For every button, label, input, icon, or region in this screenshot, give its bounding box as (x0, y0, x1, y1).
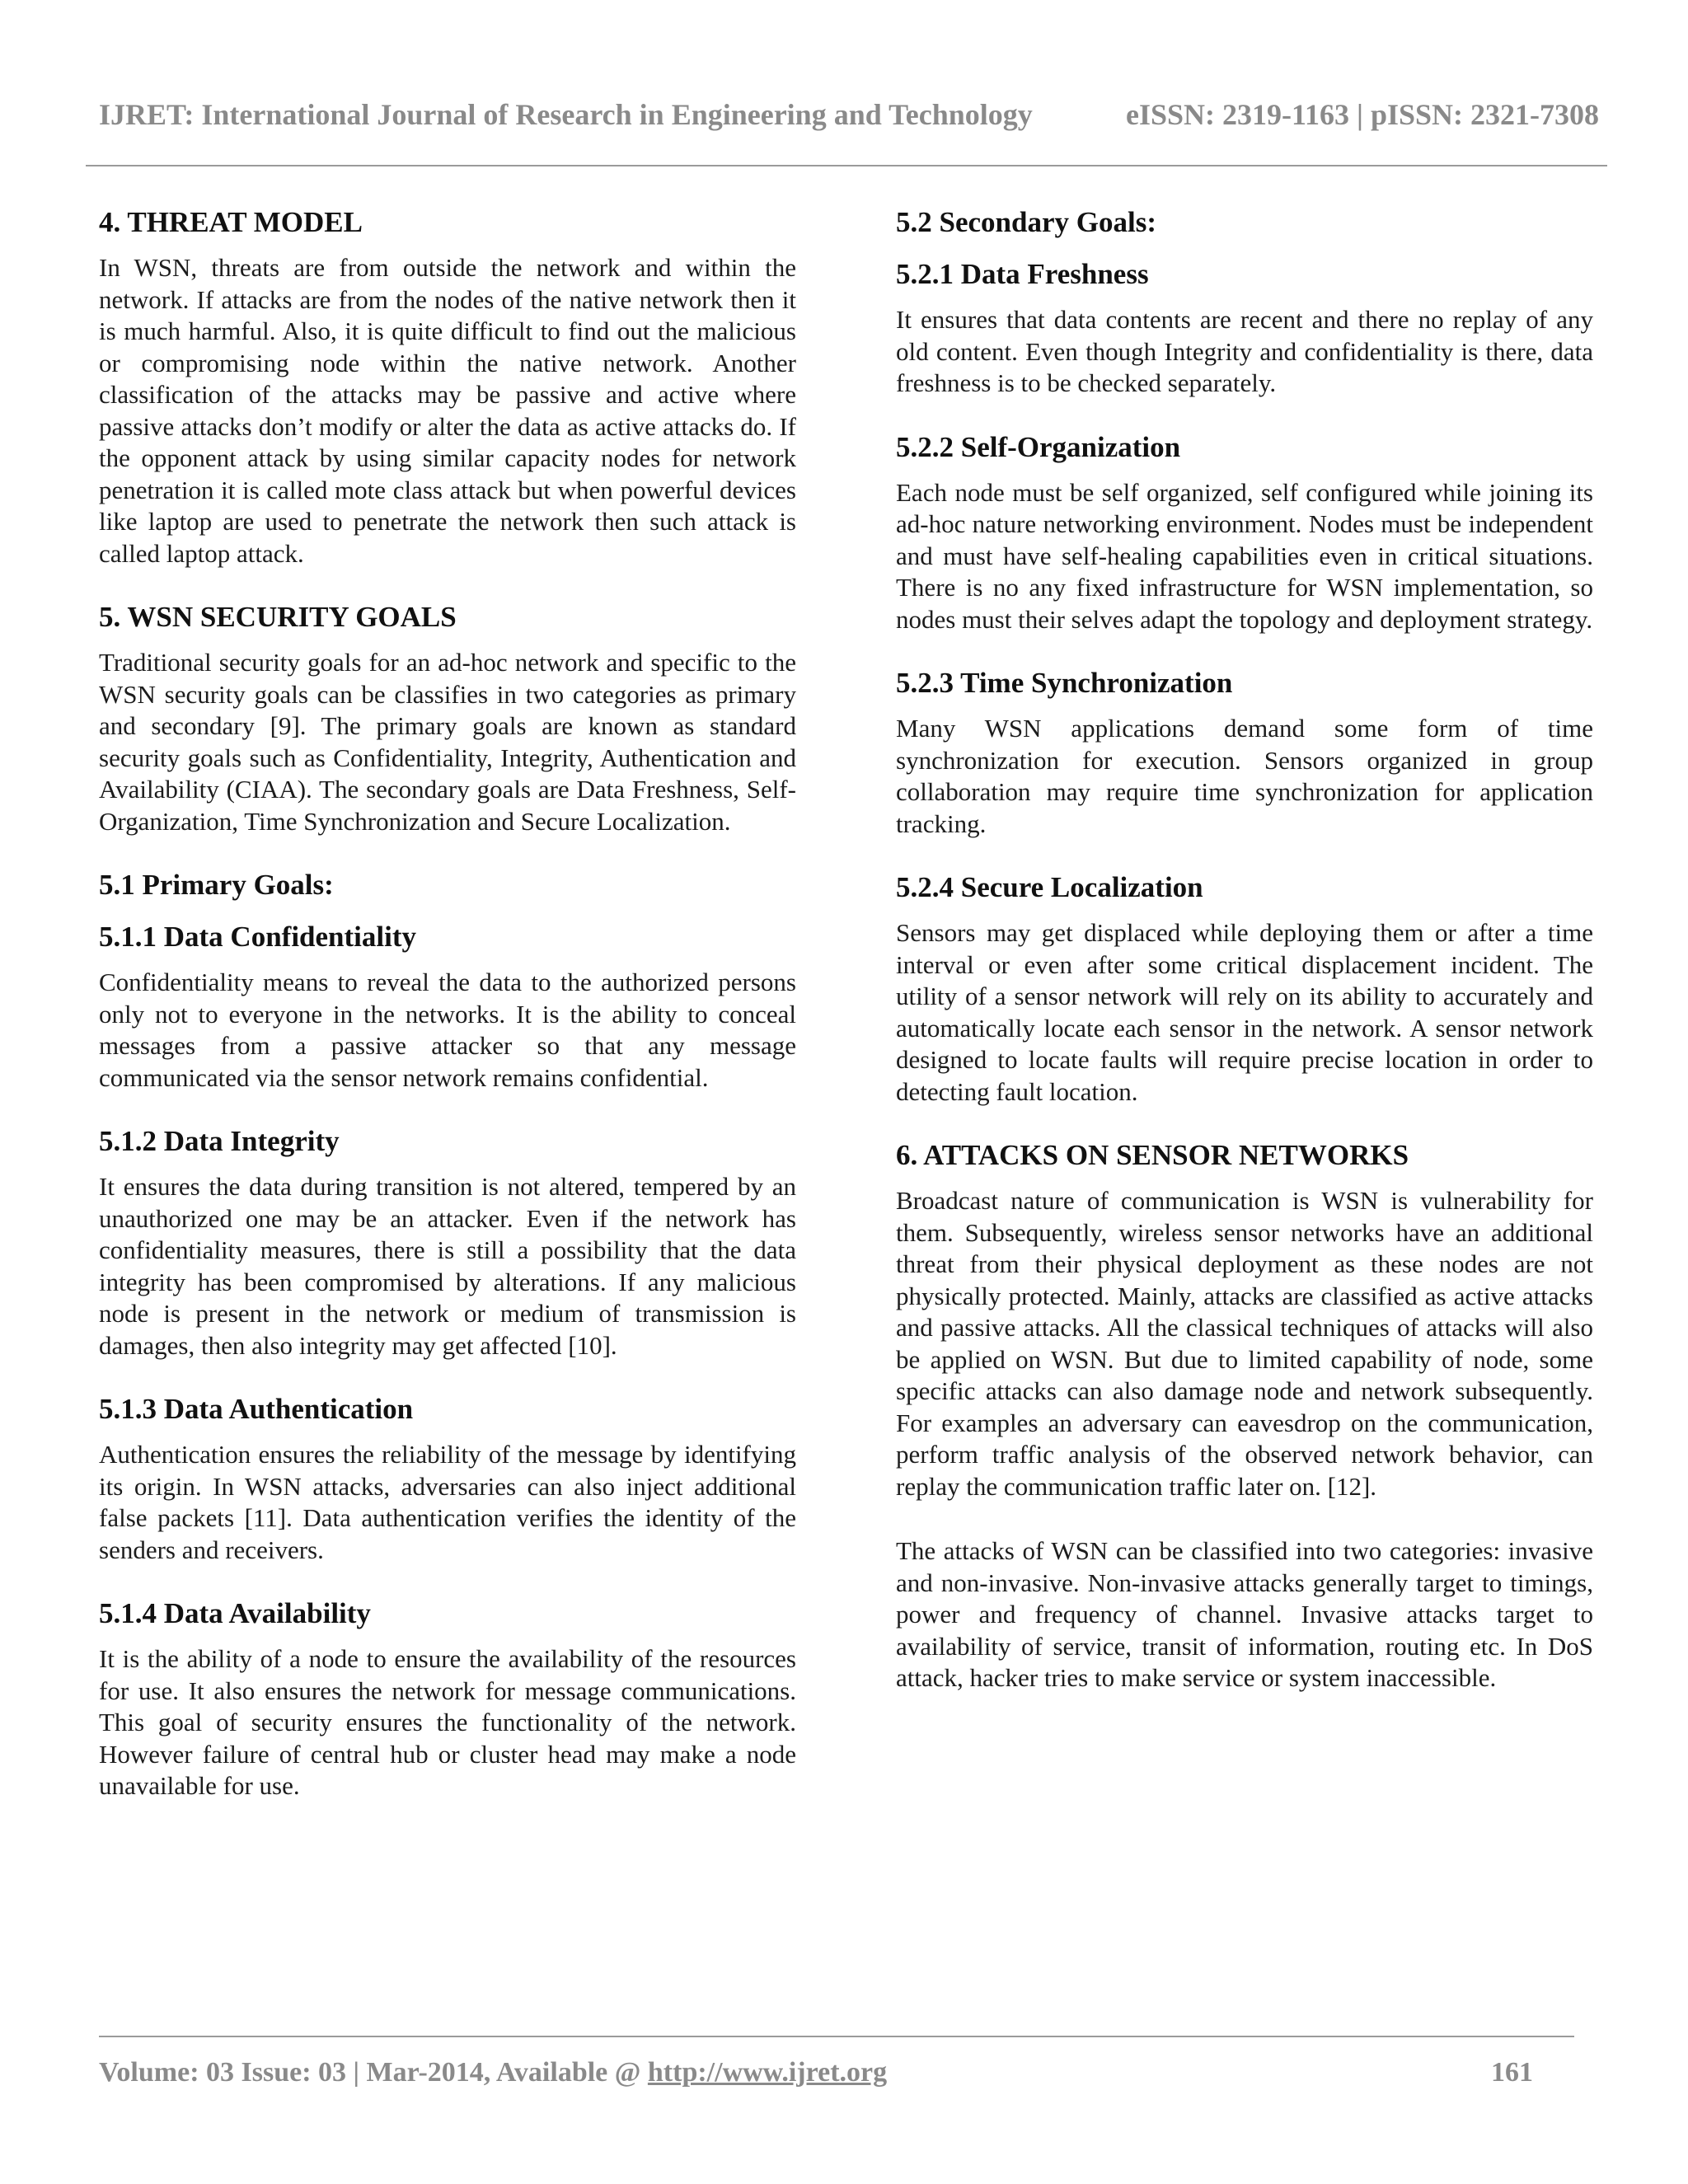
self-organization-heading: 5.2.2 Self-Organization (896, 430, 1181, 463)
issn-text: eISSN: 2319-1163 | pISSN: 2321-7308 (1126, 98, 1599, 131)
footer-left (99, 2057, 887, 2088)
localization-paragraph: Sensors may get displaced while deploying them or after a time interval or even after some critical displacement incident. The utility of a sensor network will rely on its ability to accurately and automatically locate each sensor in the network. A sensor network designed to locate faults will require precise location in order to detecting fault location. (896, 918, 1593, 1106)
freshness-paragraph: It ensures that data contents are recent and there no replay of any old content. Even though Integrity and confidentiality is there, data freshness is to be checked separately. (896, 305, 1593, 397)
integrity-paragraph: It ensures the data during transition is not altered, tempered by an unauthorized one may be an attacker. Even if the network has confidentiality measures, there is still a possibility that the data integrity has been compromised by alterations. If any malicious node is present in the network or medium of transmission is damages, then also integrity may get affected [10]. (99, 1172, 796, 1360)
localization-heading: 5.2.4 Secure Localization (896, 871, 1203, 903)
footer-rule (99, 2036, 1574, 2037)
authentication-paragraph: Authentication ensures the reliability of the message by identifying its origin. In WSN attacks, adversaries can also inject additional false packets [11]. Data authentication verifies the identity of the senders and receivers. (99, 1440, 796, 1564)
confidentiality-paragraph: Confidentiality means to reveal the data to the authorized persons only not to everyone in the networks. It is the ability to conceal messages from a passive attacker so that any message communicated via the sensor network remains confidential. (99, 968, 796, 1092)
availability-heading: 5.1.4 Data Availability (99, 1597, 371, 1629)
attacks-paragraph-2: The attacks of WSN can be classified into two categories: invasive and non-invasive. Non-invasive attacks generally target to timings, power and frequency of channel. Invasive attacks target to availability of service, transit of information, routing etc. In DoS attack, hacker tries to make service or system inaccessible. (896, 1536, 1593, 1692)
availability-paragraph: It is the ability of a node to ensure the availability of the resources for use. It also ensures the network for message communications. This goal of security ensures the functionality of the network. However failure of central hub or cluster head may make a node unavailable for use. (99, 1644, 796, 1800)
integrity-heading: 5.1.2 Data Integrity (99, 1125, 340, 1157)
journal-link[interactable]: http://www.ijret.org (647, 2057, 888, 2088)
running-header (99, 97, 1599, 132)
security-goals-heading: 5. WSN SECURITY GOALS (99, 601, 457, 633)
time-sync-paragraph: Many WSN applications demand some form of time synchronization for execution. Sensors organized in group collaboration may require time synchronization for application tracking. (896, 714, 1593, 838)
threat-model-heading: 4. THREAT MODEL (99, 206, 363, 238)
attacks-heading: 6. ATTACKS ON SENSOR NETWORKS (896, 1139, 1409, 1171)
right-column (896, 204, 1593, 1694)
running-footer (99, 2057, 1533, 2088)
self-organization-paragraph: Each node must be self organized, self configured while joining its ad-hoc nature networking environment. Nodes must be independent and must have self-healing capabilities even in critical situations. There is no any fixed infrastructure for WSN implementation, so nodes must their selves adapt the topology and deployment strategy. (896, 477, 1593, 634)
authentication-heading: 5.1.3 Data Authentication (99, 1393, 414, 1425)
primary-goals-heading: 5.1 Primary Goals: (99, 869, 334, 901)
journal-title: IJRET: International Journal of Research in Engineering and Technology (99, 98, 1033, 131)
freshness-heading: 5.2.1 Data Freshness (896, 258, 1149, 290)
security-goals-paragraph: Traditional security goals for an ad-hoc network and specific to the WSN security goals can be classifies in two categories as primary and secondary [9]. The primary goals are known as standard security goals such as Confidentiality, Integrity, Authentication and Availability (CIAA). The secondary goals are Data Freshness, Self-Organization, Time Synchronization and Secure Localization. (99, 648, 796, 836)
threat-model-paragraph: In WSN, threats are from outside the network and within the network. If attacks are from the nodes of the native network then it is much harmful. Also, it is quite difficult to find out the malicious or compromising node within the native network. Another classification of the attacks may be passive and active where passive attacks don’t modify or alter the data as active attacks do. If the opponent attack by using similar capacity nodes for network penetration it is called mote class attack but when powerful devices like laptop are used to penetrate the network then such attack is called laptop attack. (99, 253, 796, 568)
page-number: 161 (1491, 2057, 1533, 2088)
confidentiality-heading: 5.1.1 Data Confidentiality (99, 921, 416, 953)
time-sync-heading: 5.2.3 Time Synchronization (896, 667, 1233, 699)
attacks-paragraph-1: Broadcast nature of communication is WSN is vulnerability for them. Subsequently, wireless sensor networks have an additional threat from their physical deployment as these nodes are not physically protected. Mainly, attacks are classified as active attacks and passive attacks. All the classical techniques of attacks will also be applied on WSN. But due to limited capability of node, some specific attacks can also damage node and network subsequently. For examples an adversary can eavesdrop on the communication, perform traffic analysis of the observed network behavior, can replay the communication traffic later on. [12]. (896, 1186, 1593, 1501)
header-rule (86, 165, 1607, 166)
left-column (99, 204, 796, 1802)
volume-text: Volume: 03 Issue: 03 | Mar-2014, Available @ (99, 2057, 648, 2088)
secondary-goals-heading: 5.2 Secondary Goals: (896, 206, 1156, 238)
